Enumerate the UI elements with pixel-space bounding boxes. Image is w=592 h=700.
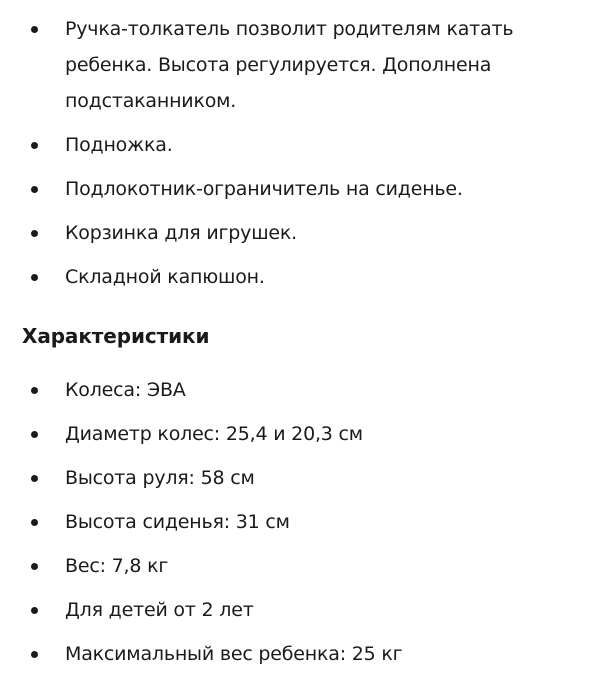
feature-text: Подножка.: [65, 134, 173, 156]
specs-list: [22, 372, 592, 672]
bullet-icon: [31, 431, 38, 438]
bullet-icon: [31, 186, 38, 193]
spec-item: [22, 372, 592, 408]
bullet-icon: [31, 230, 38, 237]
feature-text: Складной капюшон.: [65, 266, 265, 288]
bullet-icon: [31, 651, 38, 658]
feature-item: [22, 171, 592, 207]
bullet-icon: [31, 519, 38, 526]
feature-item: [22, 11, 592, 119]
spec-item: [22, 416, 592, 452]
spec-item: [22, 504, 592, 540]
feature-item: [22, 215, 592, 251]
spec-item: [22, 636, 592, 672]
feature-item: [22, 259, 592, 295]
feature-item: [22, 127, 592, 163]
feature-text: Ручка-толкатель позволит родителям катать ребенка. Высота регулируется. Дополнена подстаканником.: [65, 18, 514, 112]
spec-text: Максимальный вес ребенка: 25 кг: [65, 643, 403, 665]
spec-text: Высота сиденья: 31 см: [65, 511, 290, 533]
feature-text: Корзинка для игрушек.: [65, 222, 297, 244]
spec-text: Для детей от 2 лет: [65, 599, 254, 621]
bullet-icon: [31, 274, 38, 281]
bullet-icon: [31, 387, 38, 394]
specs-heading: Характеристики: [22, 324, 210, 348]
bullet-icon: [31, 475, 38, 482]
spec-text: Вес: 7,8 кг: [65, 555, 169, 577]
spec-text: Колеса: ЭВА: [65, 379, 186, 401]
spec-item: [22, 592, 592, 628]
spec-item: [22, 548, 592, 584]
spec-item: [22, 460, 592, 496]
feature-text: Подлокотник-ограничитель на сиденье.: [65, 178, 463, 200]
features-list: [22, 11, 592, 295]
bullet-icon: [31, 142, 38, 149]
spec-text: Высота руля: 58 см: [65, 467, 255, 489]
bullet-icon: [31, 26, 38, 33]
spec-text: Диаметр колес: 25,4 и 20,3 см: [65, 423, 363, 445]
bullet-icon: [31, 563, 38, 570]
bullet-icon: [31, 607, 38, 614]
